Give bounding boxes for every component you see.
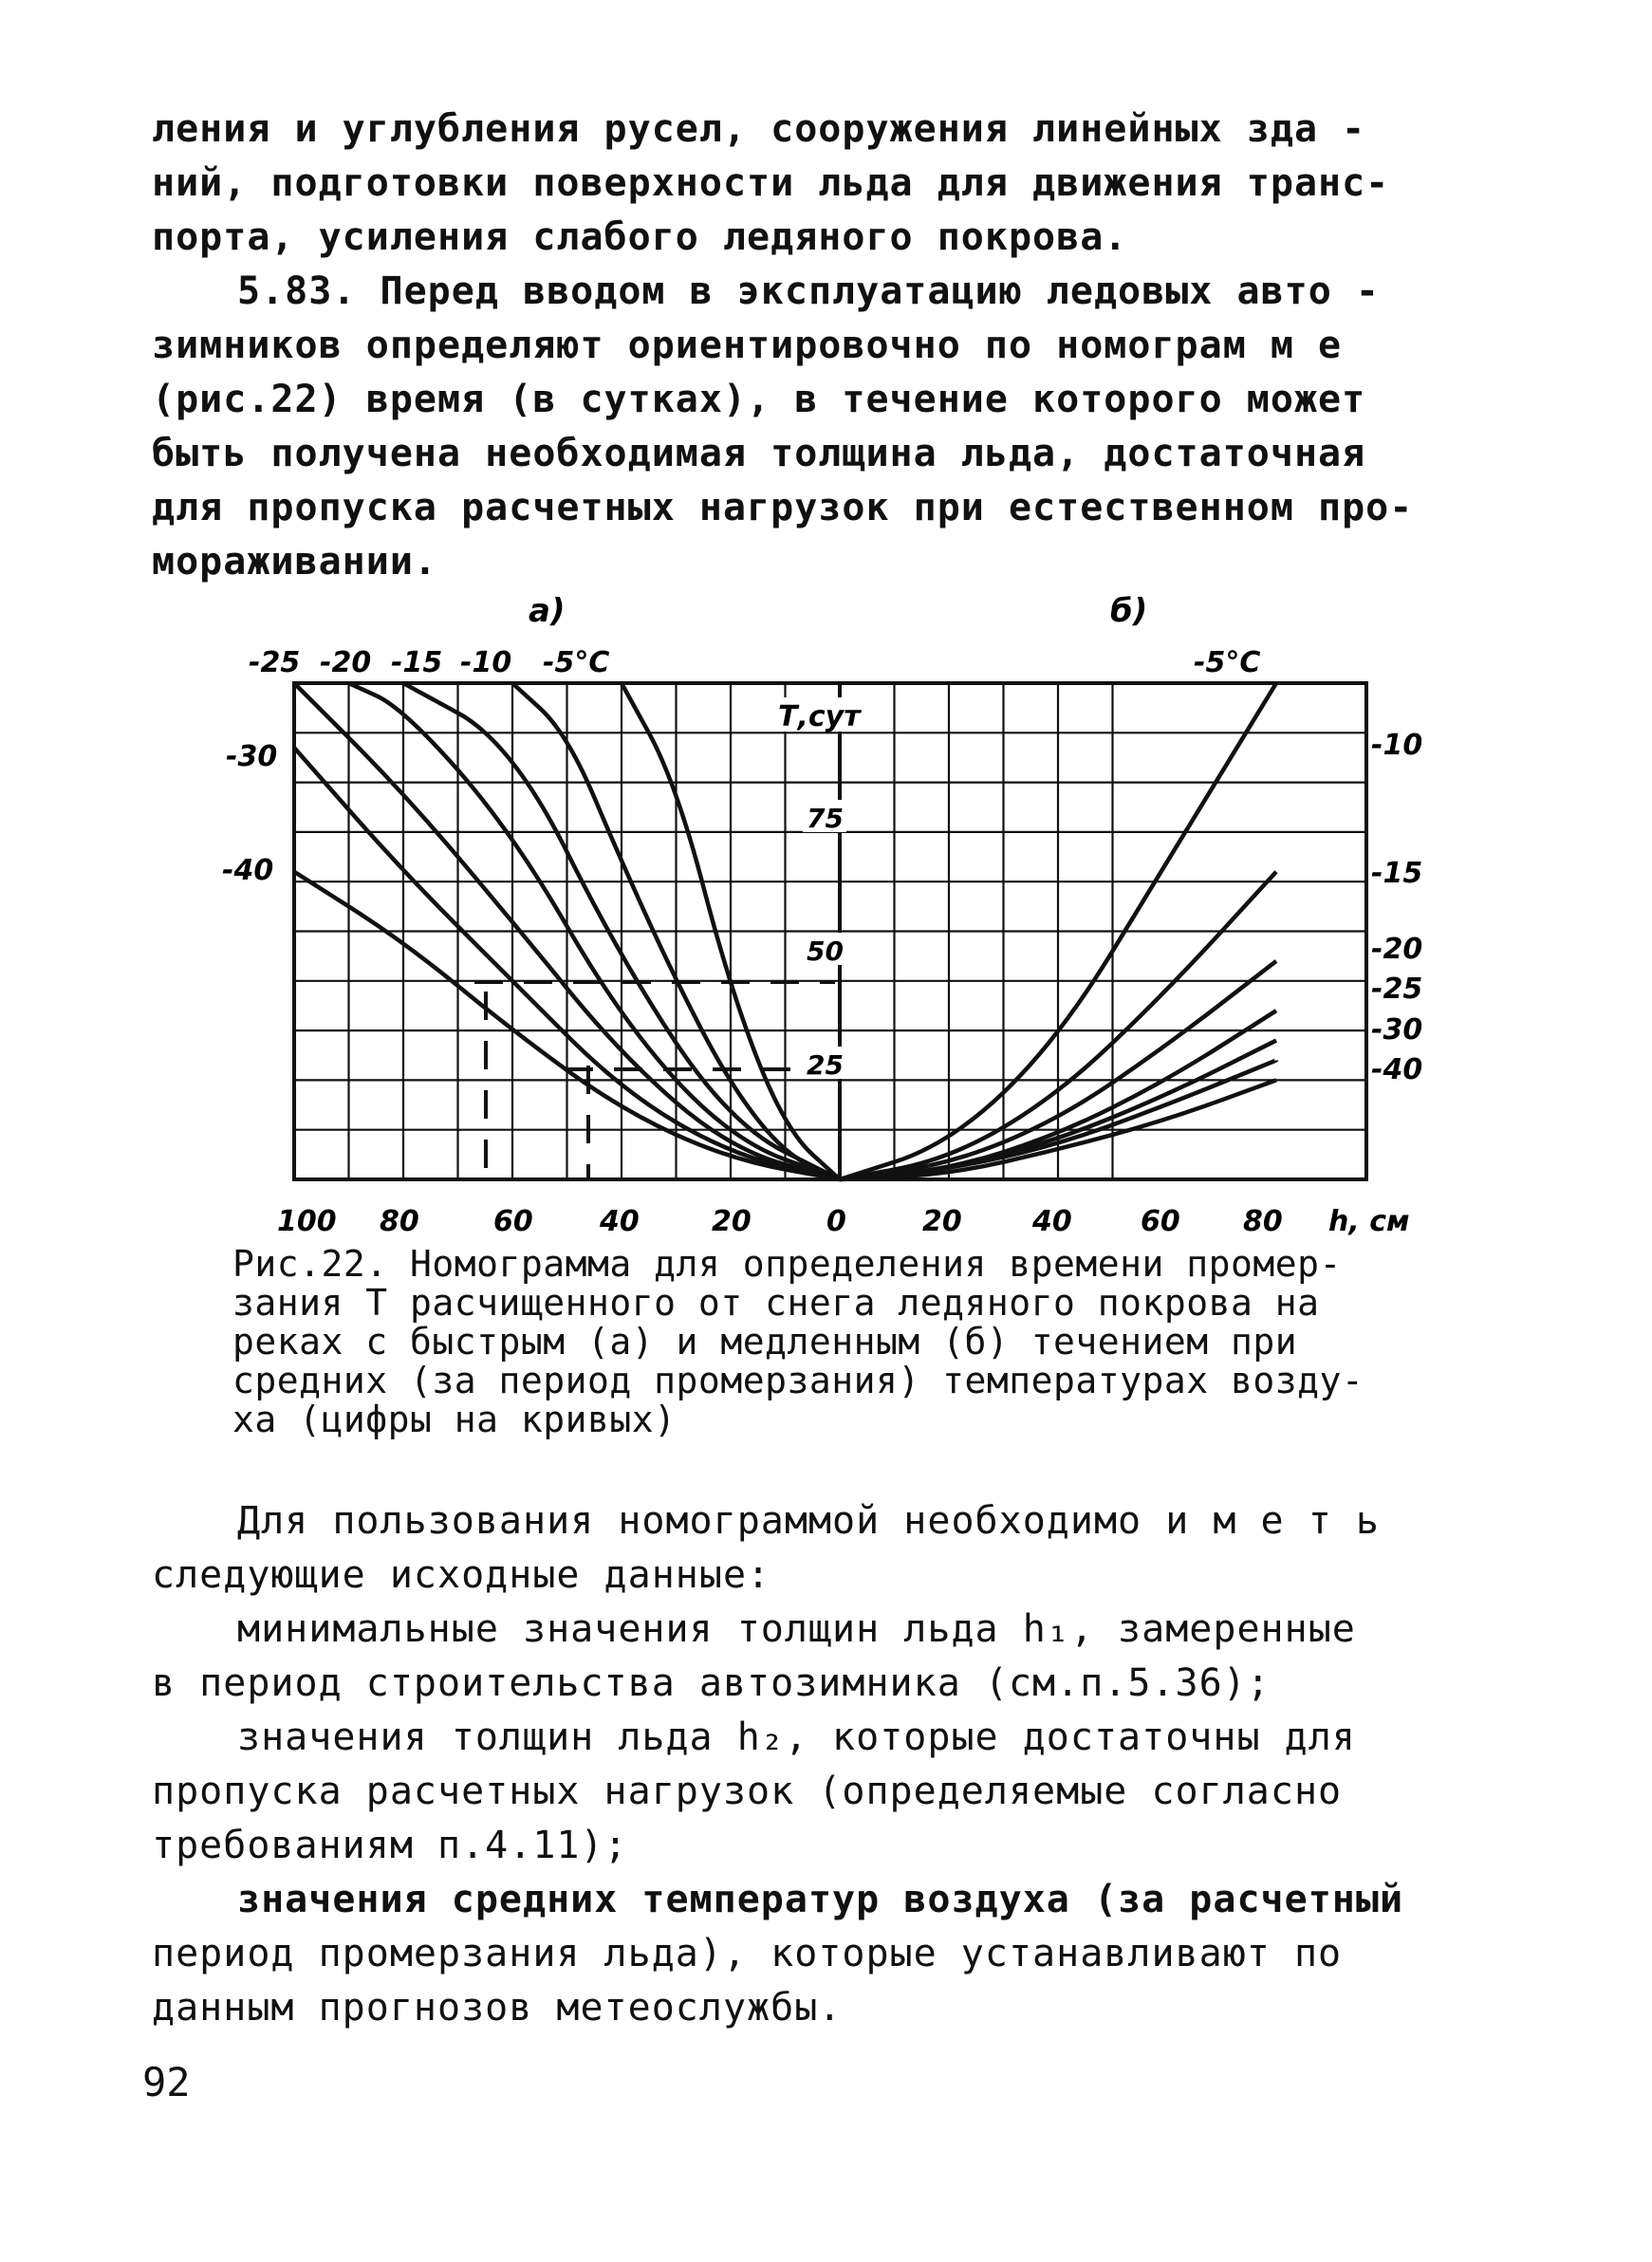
text-line: ний, подготовки поверхности льда для движения транс- <box>152 161 1390 205</box>
x-tick-label: 20 <box>922 1205 962 1238</box>
x-tick-label: 0 <box>826 1205 846 1238</box>
text-line: зимников определяют ориентировочно по номограм м е <box>152 324 1343 367</box>
left-temp-label: -40 <box>222 854 274 887</box>
text-line: в период строительства автозимника (см.п.5.36); <box>152 1661 1271 1705</box>
text-line: требованиям п.4.11); <box>152 1824 628 1867</box>
caption-line: ха (цифры на кривых) <box>232 1399 677 1440</box>
text-line: (рис.22) время (в сутках), в течение которого может <box>152 378 1366 421</box>
x-tick-label: 60 <box>493 1205 533 1238</box>
text-line: пропуска расчетных нагрузок (определяемые согласно <box>152 1770 1343 1813</box>
text-line: минимальные значения толщин льда h₁, замеренные <box>237 1607 1356 1651</box>
text-line: Для пользования номограммой необходимо и м е т ь <box>237 1499 1380 1543</box>
center-axis-title: Т,сут <box>778 700 861 733</box>
text-line: период промерзания льда), которые устанавливают по <box>152 1932 1343 1975</box>
text-line: 5.83. Перед вводом в эксплуатацию ледовых авто - <box>237 269 1380 313</box>
x-tick-label: 60 <box>1141 1205 1180 1238</box>
caption-line: зания Т расчищенного от снега ледяного покрова на <box>232 1282 1320 1324</box>
text-line: для пропуска расчетных нагрузок при естественном про- <box>152 486 1414 529</box>
text-line: ления и углубления русел, сооружения линейных зда - <box>152 107 1366 151</box>
panel-b-label: б) <box>1110 592 1148 630</box>
top-temp-label: -20 <box>320 646 372 679</box>
top-temp-label: -15 <box>391 646 443 679</box>
caption-line: Рис.22. Номограмма для определения времени промер- <box>232 1243 1342 1285</box>
caption-line: реках с быстрым (а) и медленным (б) течением при <box>232 1321 1298 1363</box>
nomogram-figure <box>218 584 1452 1238</box>
right-temp-label: -25 <box>1371 973 1423 1006</box>
text-line: следующие исходные данные: <box>152 1553 771 1597</box>
top-temp-label: -5°С <box>543 646 610 679</box>
x-tick-label: 20 <box>712 1205 752 1238</box>
text-line: мораживании. <box>152 540 437 584</box>
right-temp-label: -10 <box>1371 729 1423 762</box>
top-temp-label: -25 <box>249 646 301 679</box>
text-line: значения толщин льда h₂, которые достаточны для <box>237 1715 1356 1759</box>
text-line: быть получена необходимая толщина льда, достаточная <box>152 432 1366 475</box>
caption-line: средних (за период промерзания) температурах возду- <box>232 1360 1364 1401</box>
paragraph-bottom <box>152 1494 1518 2035</box>
right-temp-label: -15 <box>1371 857 1423 890</box>
x-tick-label: 40 <box>1032 1205 1072 1238</box>
text-line: значения средних температур воздуха (за расчетный <box>237 1878 1404 1921</box>
left-temp-label: -30 <box>226 740 278 773</box>
x-tick-label: 80 <box>380 1205 419 1238</box>
top-temp-label: -5°С <box>1194 646 1261 679</box>
center-tick-label: 75 <box>807 803 844 834</box>
page-number: 92 <box>142 2059 191 2105</box>
nomogram-chart <box>218 584 1452 1238</box>
x-tick-label: 100 <box>277 1205 337 1238</box>
right-temp-label: -20 <box>1371 933 1423 966</box>
center-tick-label: 25 <box>807 1049 844 1081</box>
panel-a-label: а) <box>529 592 566 630</box>
x-tick-label: 40 <box>600 1205 640 1238</box>
right-temp-label: -30 <box>1371 1013 1423 1047</box>
text-line: порта, усиления слабого ледяного покрова. <box>152 215 1128 259</box>
center-tick-label: 50 <box>807 936 844 967</box>
x-tick-label: 80 <box>1243 1205 1283 1238</box>
paragraph-top <box>152 102 1518 589</box>
text-line: данным прогнозов метеослужбы. <box>152 1986 843 2030</box>
top-temp-label: -10 <box>460 646 512 679</box>
figure-caption <box>232 1245 1513 1439</box>
right-temp-label: -40 <box>1371 1053 1423 1086</box>
x-unit-label: h, см <box>1328 1205 1410 1238</box>
